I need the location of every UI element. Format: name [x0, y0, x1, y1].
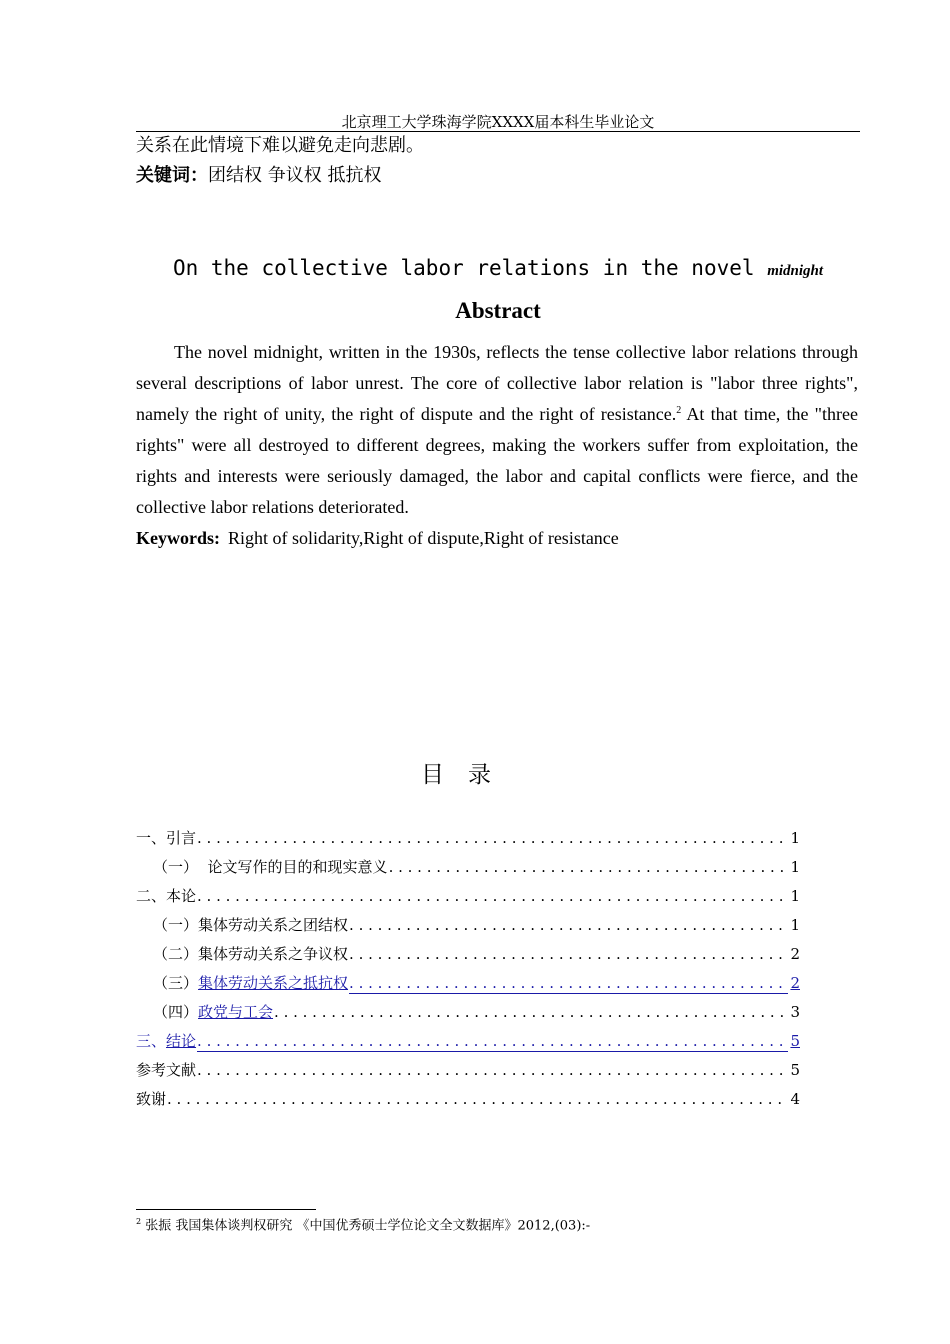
header-rule [136, 131, 860, 132]
abstract-text-part-2: At that time, the "three rights" were all destroyed to different degrees, making the workers suffer from exploitation, the rights and interests were seriously damaged, the labor and capital conflicts were fierce, and the collective labor relations deteriorated. [136, 404, 859, 517]
toc-entry-references[interactable] [136, 1056, 800, 1085]
toc-leader-dots [349, 940, 788, 969]
english-title [136, 254, 860, 285]
footnote-number: 2 [136, 1217, 142, 1226]
chinese-keywords-text: 团结权 争议权 抵抗权 [208, 165, 382, 186]
english-keywords-text: Right of solidarity,Right of dispute,Right of resistance [228, 528, 619, 548]
toc-page-number: 1 [790, 858, 800, 876]
toc-entry-prefix: （三） [153, 974, 199, 992]
toc-entry-text [136, 1027, 196, 1056]
toc-entry-main-body[interactable] [136, 882, 800, 911]
toc-entry-right-of-dispute[interactable] [136, 940, 800, 969]
toc-leader-dots [197, 824, 788, 853]
toc-leader-dots [389, 853, 789, 882]
toc-leader-dots[interactable] [197, 1031, 788, 1052]
toc-entry-right-of-resistance[interactable] [136, 969, 800, 998]
toc-entry-introduction[interactable] [136, 824, 800, 853]
toc-page-number: 1 [790, 887, 800, 905]
toc-entry-text: 致谢 [136, 1090, 167, 1108]
toc-entry-text [153, 911, 348, 940]
page-header: 北京理工大学珠海学院XXXX届本科生毕业论文 [341, 113, 655, 131]
toc-entry-text [153, 969, 348, 998]
toc-page-number: 5 [790, 1061, 800, 1079]
toc-entry-text [153, 940, 348, 969]
toc-page-number: 4 [790, 1090, 800, 1108]
toc-entry-text: 参考文献 [136, 1061, 197, 1079]
toc-entry-acknowledgements[interactable] [136, 1085, 800, 1114]
toc-entry-link[interactable]: 结论 [166, 1032, 197, 1050]
english-keywords [136, 524, 860, 552]
chinese-abstract-last-line: 关系在此情境下难以避免走向悲剧。 [136, 135, 424, 156]
toc-entry-prefix: （一） [153, 858, 199, 876]
table-of-contents [136, 824, 800, 1114]
toc-entry-prefix: 三、 [136, 1032, 167, 1050]
toc-page-number: 1 [790, 829, 800, 847]
abstract-heading: Abstract [455, 298, 541, 323]
chinese-keywords-label: 关键词： [136, 165, 208, 186]
english-title-main: On the collective labor relations in the novel [172, 256, 755, 280]
english-keywords-label: Keywords: [136, 528, 220, 548]
toc-leader-dots [167, 1085, 788, 1114]
toc-page-number: 2 [790, 945, 800, 963]
toc-entry-right-of-unity[interactable] [136, 911, 800, 940]
toc-entry-label: 集体劳动关系之团结权 [198, 916, 349, 934]
footnote-text: 张振 我国集体谈判权研究 《中国优秀硕士学位论文全文数据库》2012,(03):- [145, 1218, 591, 1234]
toc-page-number: 1 [790, 916, 800, 934]
toc-entry-link[interactable]: 集体劳动关系之抵抗权 [198, 974, 349, 992]
toc-entry-prefix: （一） [153, 916, 199, 934]
toc-entry-purpose[interactable] [136, 853, 800, 882]
toc-entry-text [153, 853, 388, 882]
toc-entry-label: 集体劳动关系之争议权 [198, 945, 349, 963]
footnote-rule [136, 1209, 316, 1210]
toc-entry-prefix: （四） [153, 1003, 199, 1021]
chinese-keywords [136, 164, 381, 188]
toc-entry-text: 一、引言 [136, 829, 197, 847]
toc-page-number[interactable]: 2 [790, 974, 800, 992]
toc-entry-link[interactable]: 政党与工会 [198, 1003, 274, 1021]
footnote-reference[interactable]: 2 [676, 405, 682, 416]
toc-page-number[interactable]: 5 [790, 1032, 800, 1050]
toc-title: 目录 [421, 762, 515, 788]
toc-entry-label: 论文写作的目的和现实意义 [198, 858, 388, 876]
toc-leader-dots[interactable] [349, 973, 788, 994]
abstract-body [136, 337, 858, 523]
toc-entry-party-and-union[interactable] [136, 998, 800, 1027]
footnote [136, 1213, 590, 1235]
english-title-novel: midnight [767, 263, 824, 279]
toc-leader-dots [197, 1056, 788, 1085]
toc-leader-dots [349, 911, 788, 940]
toc-entry-text [153, 998, 273, 1027]
abstract-text-part-1: The novel midnight, written in the 1930s, reflects the tense collective labor relations through several descriptions of labor unrest. The core of collective labor relation is "labor three rights", namely the right of unity, the right of dispute and the right of resistance. [136, 342, 858, 424]
toc-entry-text: 二、本论 [136, 887, 197, 905]
toc-page-number: 3 [790, 1003, 800, 1021]
toc-leader-dots [274, 998, 788, 1027]
toc-entry-prefix: （二） [153, 945, 199, 963]
toc-leader-dots [197, 882, 788, 911]
toc-entry-conclusion[interactable] [136, 1027, 800, 1056]
